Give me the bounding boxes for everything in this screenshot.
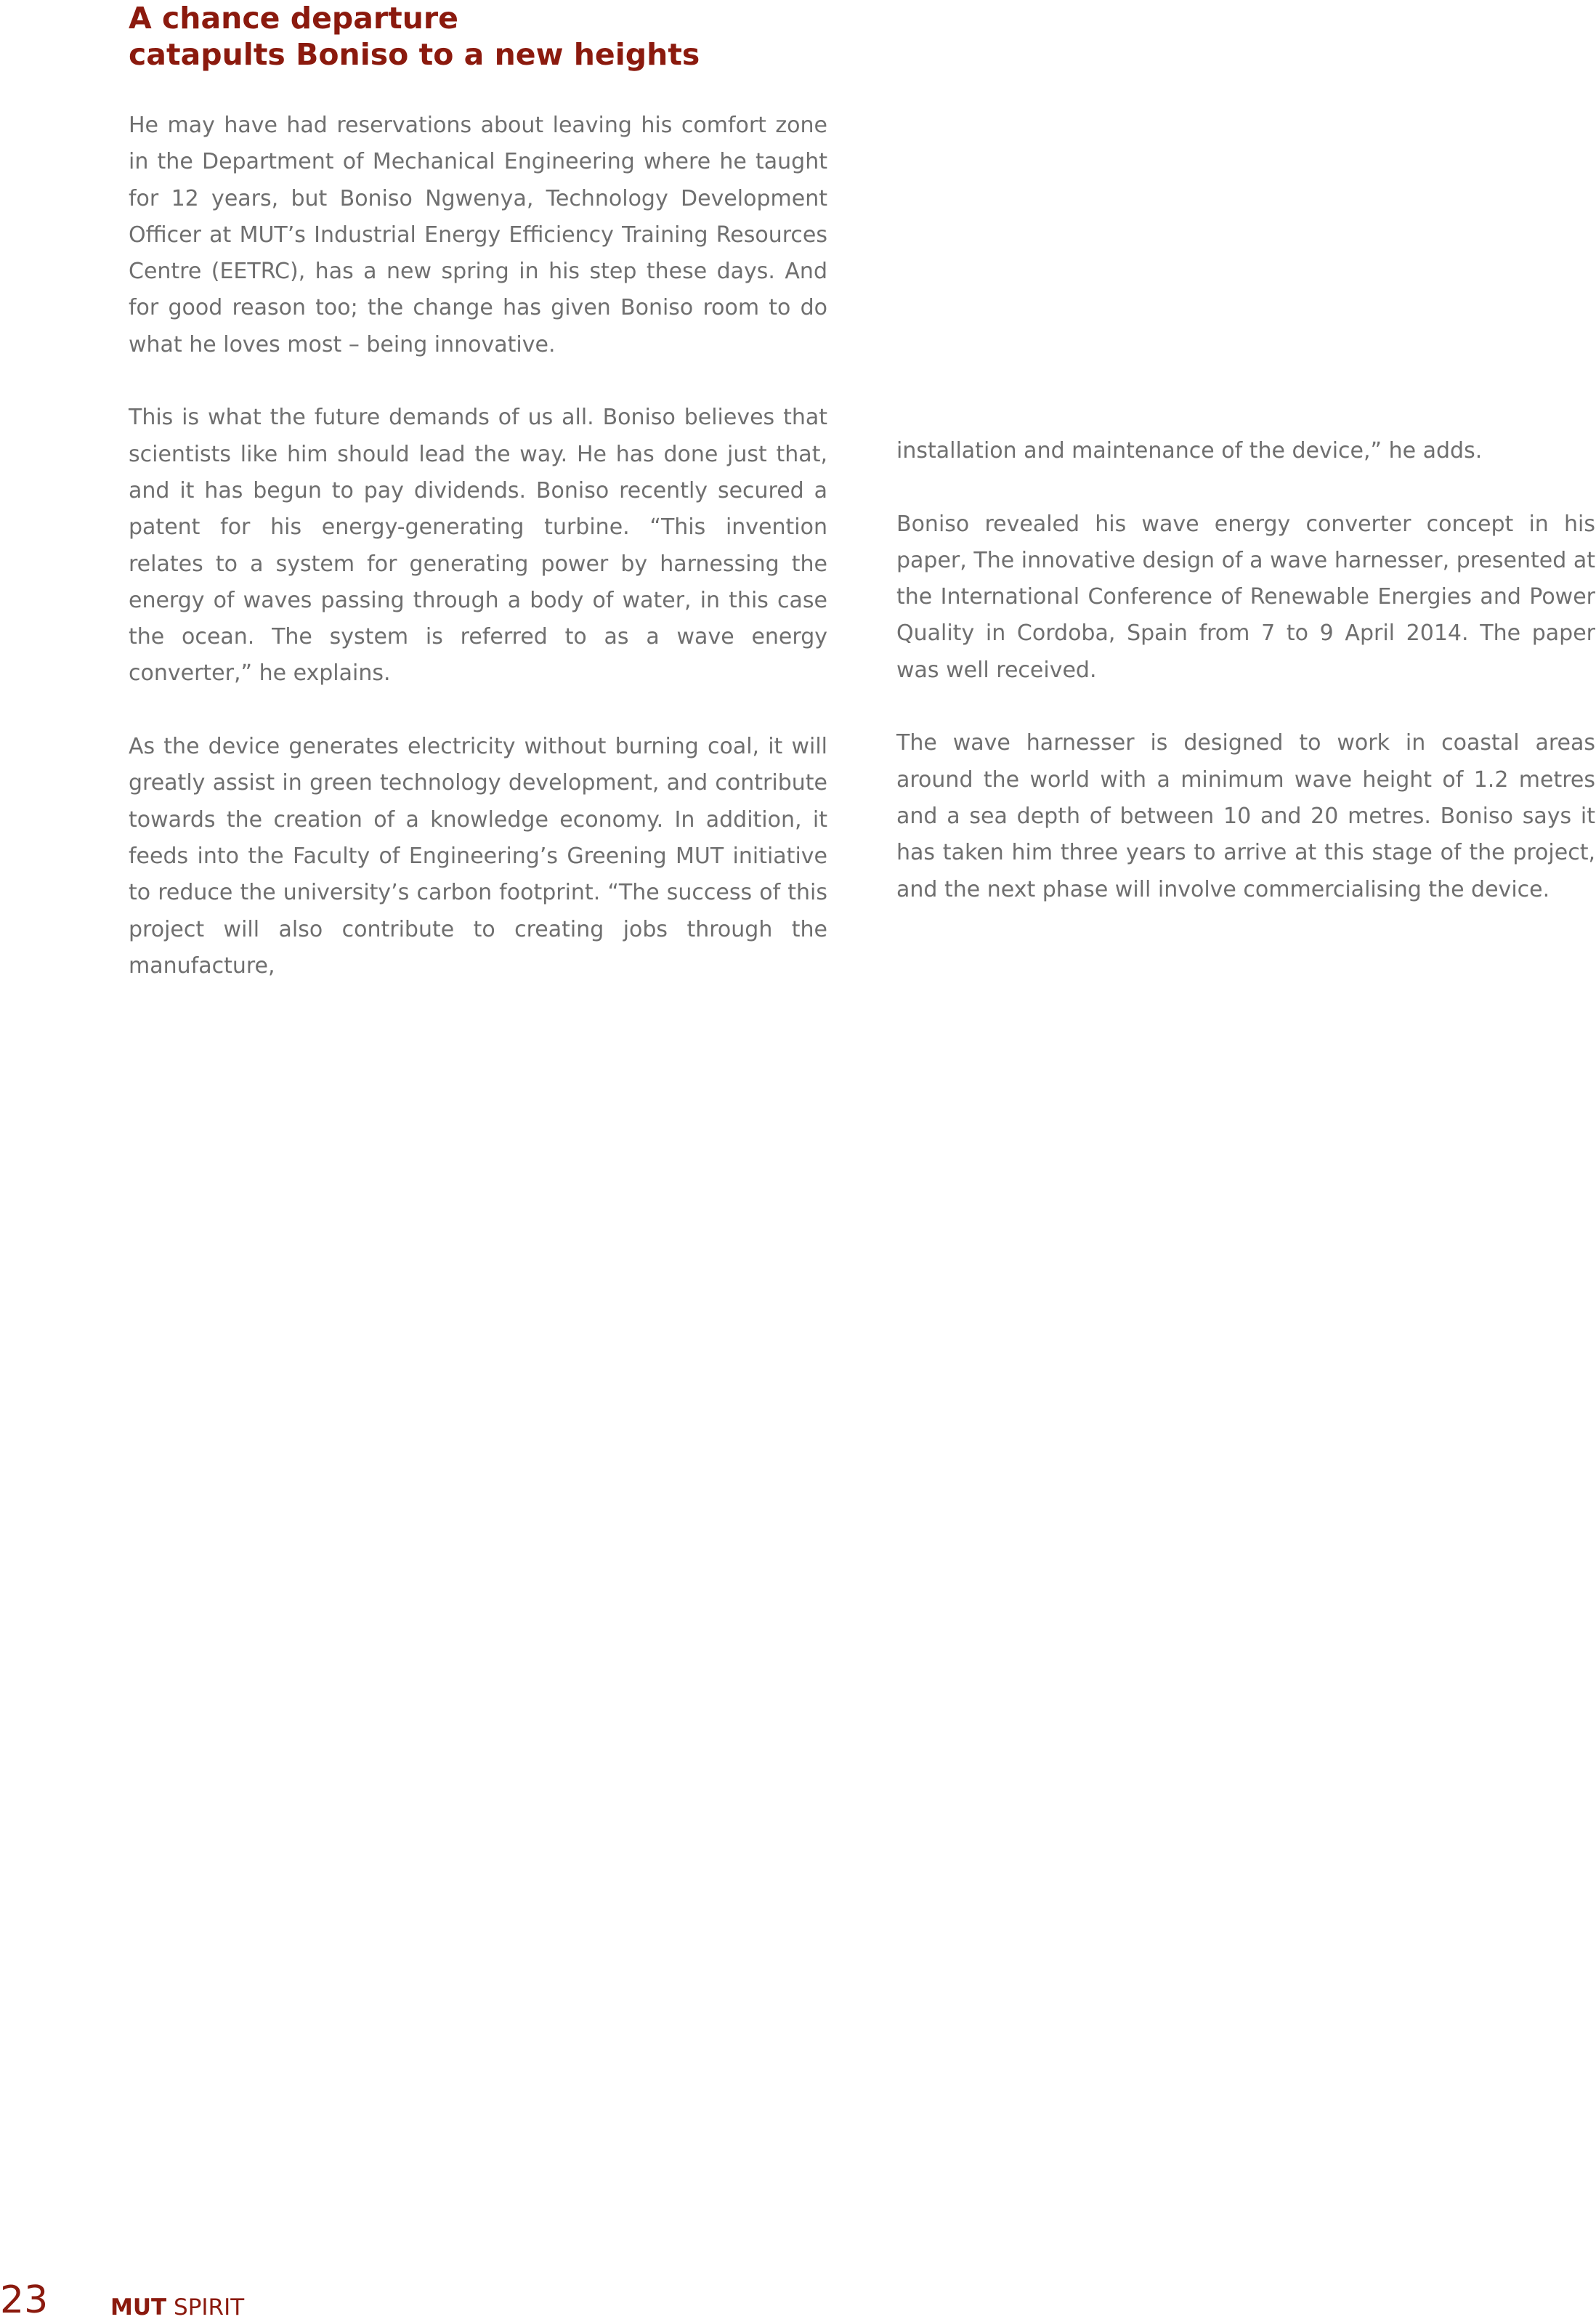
publication-name-rest: SPIRIT bbox=[166, 2294, 245, 2321]
body-paragraph: installation and maintenance of the device,” he adds. bbox=[896, 438, 1483, 464]
article-title bbox=[129, 0, 840, 73]
publication-name bbox=[110, 2294, 244, 2321]
body-paragraph: Boniso revealed his wave energy converter concept in his paper, The innovative design of a wave harnesser, presented at the International Conference of Renewable Energies and Power Quality in Cordoba, Spain from 7 to 9 April 2014. The paper was well received. bbox=[896, 511, 1595, 683]
body-paragraph: As the device generates electricity without burning coal, it will greatly assist in green technology development, and contribute towards the creation of a knowledge economy. In addition, it feeds into the Faculty of Engineering’s Greening MUT initiative to reduce the university’s carbon footprint. “The success of this project will also contribute to creating jobs through the manufacture, bbox=[129, 734, 827, 979]
body-paragraph: This is what the future demands of us all. Boniso believes that scientists like him should lead the way. He has done just that, and it has begun to pay dividends. Boniso recently secured a patent for his energy-generating turbine. “This invention relates to a system for generating power by harnessing the energy of waves passing through a body of water, in this case the ocean. The system is referred to as a wave energy converter,” he explains. bbox=[129, 405, 827, 687]
article-title-line-1: A chance departure bbox=[129, 1, 458, 36]
left-column bbox=[129, 108, 827, 1021]
article-title-line-2: catapults Boniso to a new heights bbox=[129, 37, 700, 72]
publication-name-bold: MUT bbox=[110, 2294, 167, 2321]
body-paragraph: He may have had reservations about leaving his comfort zone in the Department of Mechanical Engineering where he taught for 12 years, but Boniso Ngwenya, Technology Development Officer at MUT’s Industrial Energy Efficiency Training Resources Centre (EETRC), has a new spring in his step these days. And for good reason too; the change has given Boniso room to do what he loves most – being innovative. bbox=[129, 113, 827, 357]
page-number: 23 bbox=[0, 2278, 49, 2322]
right-column bbox=[896, 433, 1595, 944]
body-paragraph: The wave harnesser is designed to work in coastal areas around the world with a minimum wave height of 1.2 metres and a sea depth of between 10 and 20 metres. Boniso says it has taken him three years to arrive at this stage of the project, and the next phase will involve commercialising the device. bbox=[896, 730, 1595, 902]
